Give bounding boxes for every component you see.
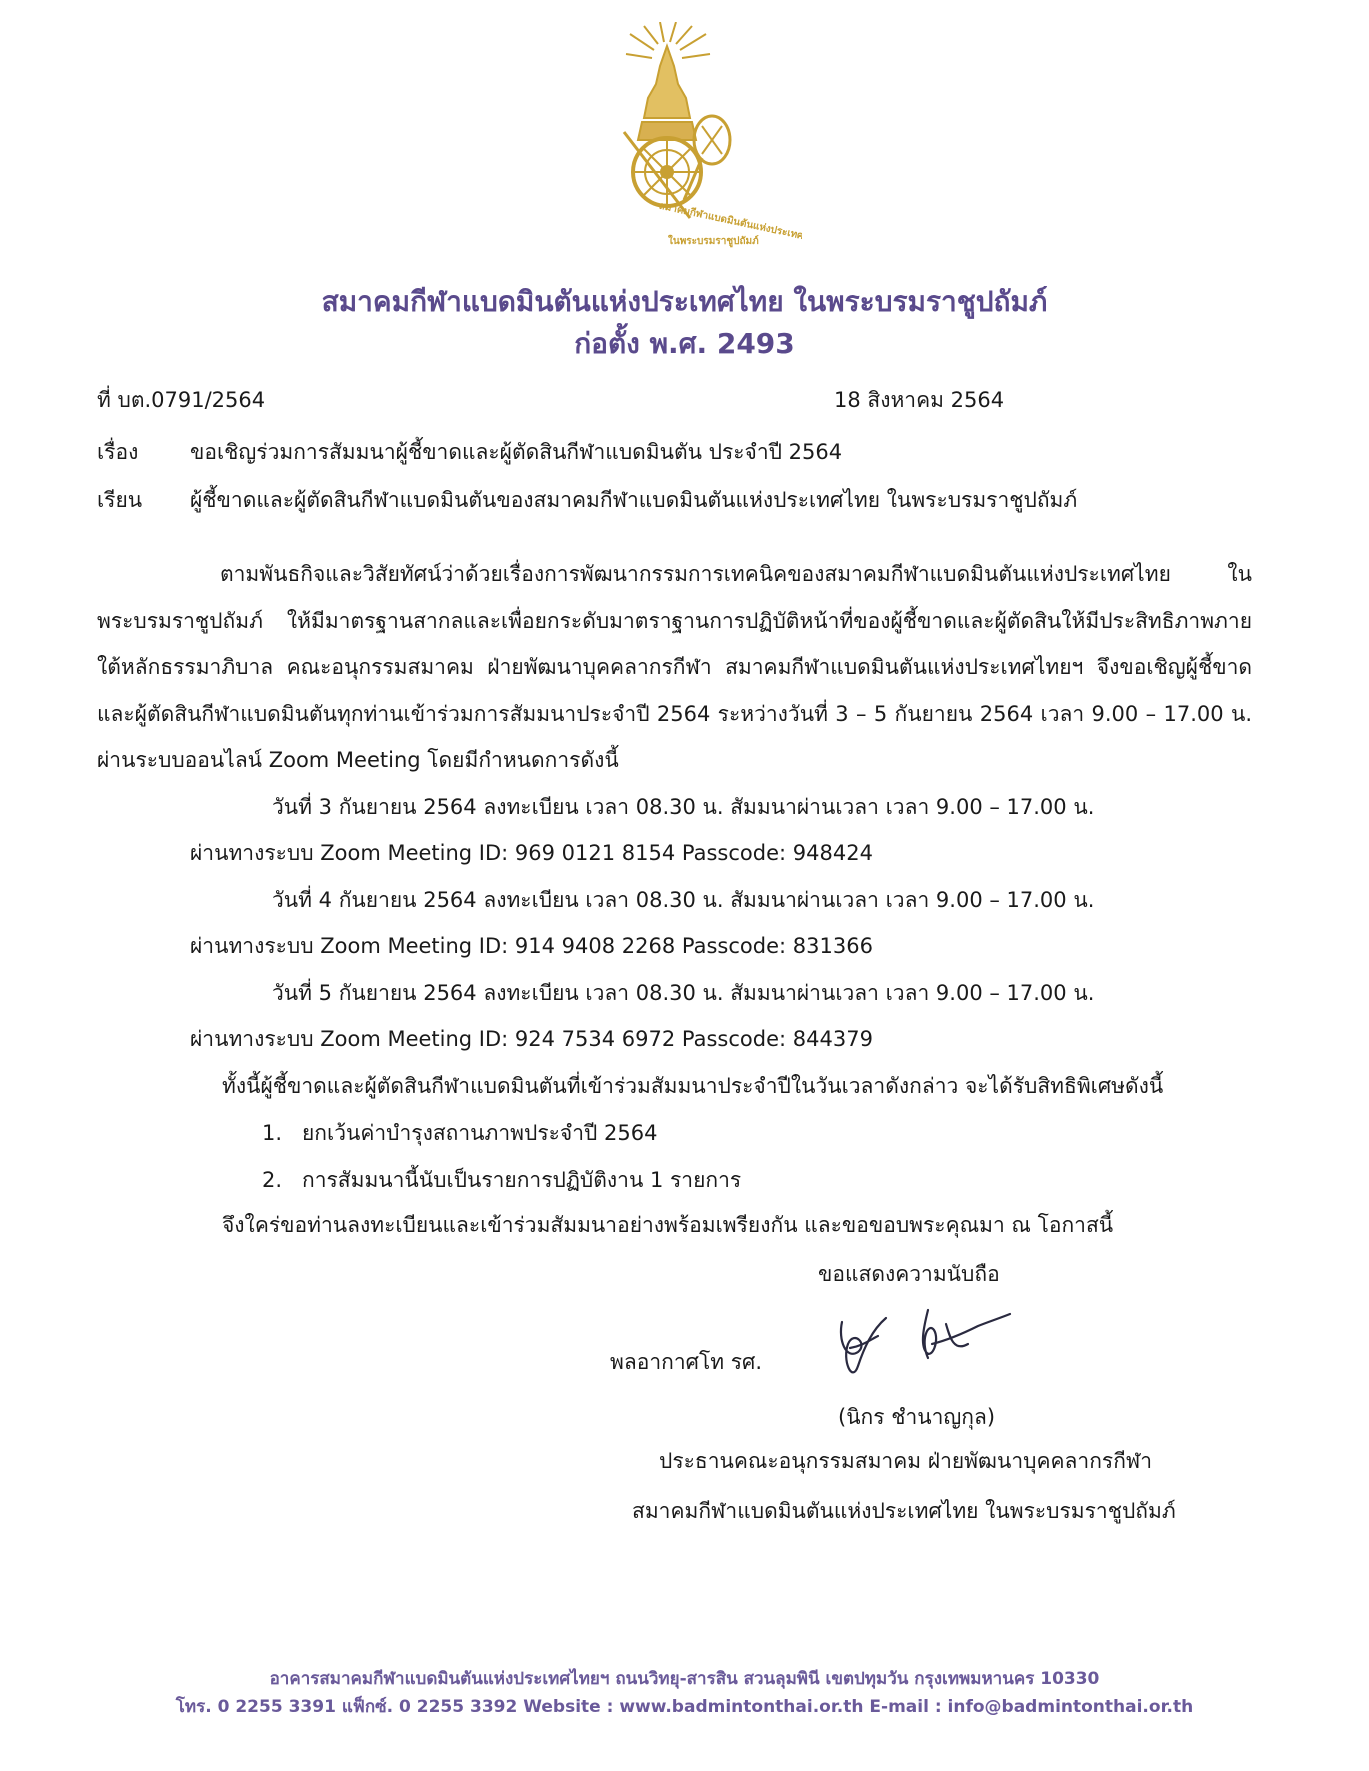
signer-organization: สมาคมกีฬาแบดมินตันแห่งประเทศไทย ในพระบรมราชูปถัมภ์ bbox=[632, 1499, 1176, 1523]
signer-rank: พลอากาศโท รศ. bbox=[610, 1350, 763, 1374]
regards-text: ขอแสดงความนับถือ bbox=[818, 1262, 1000, 1286]
signer-position: ประธานคณะอนุกรรมสมาคม ฝ่ายพัฒนาบุคคลากรกีฬา bbox=[659, 1449, 1153, 1473]
body-paragraph: ตามพันธกิจและวิสัยทัศน์ว่าด้วยเรื่องการพัฒนากรรมการเทคนิคของสมาคมกีฬาแบดมินตันแห่งประเทศไทย ในพระบรมราชูปถัมภ์ ให้มีมาตรฐานสากลและเพื่อยกระดับมาตราฐานการปฏิบัติหน้าที่ของผู้ชี้ขาดและผู้ตัดสินให้มีประสิทธิภาพภายใต้หลักธรรมาภิบาล คณะอนุกรรมสมาคม ฝ่ายพัฒนาบุคคลากรกีฬา สมาคมกีฬาแบดมินตันแห่งประเทศไทยฯ จึงขอเชิญผู้ชี้ขาดและผู้ตัดสินกีฬาแบดมินตันทุกท่านเข้าร่วมการสัมมนาประจำปี 2564 ระหว่างวันที่ 3 – 5 กันยายน 2564 เวลา 9.00 – 17.00 น. ผ่านระบบออนไลน์ Zoom Meeting โดยมีกำหนดการดังนี้ bbox=[97, 562, 1252, 772]
schedule-zoom-1: ผ่านทางระบบ Zoom Meeting ID: 969 0121 8154 Passcode: 948424 bbox=[190, 841, 873, 865]
privilege-text: ยกเว้นค่าบำรุงสถานภาพประจำปี 2564 bbox=[302, 1121, 658, 1145]
founded-year: ก่อตั้ง พ.ศ. 2493 bbox=[574, 327, 795, 360]
privilege-number: 2. bbox=[262, 1168, 283, 1192]
schedule-day-2: วันที่ 4 กันยายน 2564 ลงทะเบียน เวลา 08.30 น. สัมมนาผ่านเวลา เวลา 9.00 – 17.00 น. bbox=[272, 888, 1095, 912]
footer-contact: โทร. 0 2255 3391 แฟ็กซ์. 0 2255 3392 Website : www.badmintonthai.or.th E-mail : info@badmintonthai.or.th bbox=[175, 1697, 1194, 1717]
privileges-intro: ทั้งนี้ผู้ชี้ขาดและผู้ตัดสินกีฬาแบดมินตันที่เข้าร่วมสัมมนาประจำปีในวันเวลาดังกล่าว จะได้รับสิทธิพิเศษดังนี้ bbox=[222, 1074, 1164, 1098]
subject-text: ขอเชิญร่วมการสัมมนาผู้ชี้ขาดและผู้ตัดสินกีฬาแบดมินตัน ประจำปี 2564 bbox=[190, 440, 843, 464]
signer-name: (นิกร ชำนาญกุล) bbox=[838, 1405, 996, 1429]
subject-label: เรื่อง bbox=[97, 440, 139, 464]
closing-text: จึงใคร่ขอท่านลงทะเบียนและเข้าร่วมสัมมนาอย่างพร้อมเพรียงกัน และขอขอบพระคุณมา ณ โอกาสนี้ bbox=[222, 1213, 1114, 1237]
recipient-text: ผู้ชี้ขาดและผู้ตัดสินกีฬาแบดมินตันของสมาคมกีฬาแบดมินตันแห่งประเทศไทย ในพระบรมราชูปถัมภ์ bbox=[190, 488, 1078, 512]
org-name: สมาคมกีฬาแบดมินตันแห่งประเทศไทย ในพระบรมราชูปถัมภ์ bbox=[321, 285, 1048, 318]
schedule-day-3: วันที่ 5 กันยายน 2564 ลงทะเบียน เวลา 08.30 น. สัมมนาผ่านเวลา เวลา 9.00 – 17.00 น. bbox=[272, 981, 1095, 1005]
letter-date: 18 สิงหาคม 2564 bbox=[834, 388, 1005, 412]
handwritten-signature bbox=[828, 1300, 1018, 1392]
association-emblem bbox=[572, 22, 802, 258]
schedule-zoom-2: ผ่านทางระบบ Zoom Meeting ID: 914 9408 2268 Passcode: 831366 bbox=[190, 934, 873, 958]
privilege-text: การสัมมนานี้นับเป็นรายการปฏิบัติงาน 1 รายการ bbox=[302, 1168, 742, 1192]
emblem-text-line2: ในพระบรมราชูปถัมภ์ bbox=[668, 236, 759, 247]
emblem-text-line1: สมาคมกีฬาแบดมินตันแห่งประเทศไทย bbox=[657, 200, 802, 246]
privilege-number: 1. bbox=[262, 1121, 283, 1145]
schedule-day-1: วันที่ 3 กันยายน 2564 ลงทะเบียน เวลา 08.30 น. สัมมนาผ่านเวลา เวลา 9.00 – 17.00 น. bbox=[272, 795, 1095, 819]
reference-number: ที่ บต.0791/2564 bbox=[97, 388, 266, 412]
recipient-label: เรียน bbox=[97, 488, 143, 512]
footer-address: อาคารสมาคมกีฬาแบดมินตันแห่งประเทศไทยฯ ถนนวิทยุ-สารสิน สวนลุมพินี เขตปทุมวัน กรุงเทพมหานคร 10330 bbox=[269, 1669, 1100, 1689]
schedule-zoom-3: ผ่านทางระบบ Zoom Meeting ID: 924 7534 6972 Passcode: 844379 bbox=[190, 1027, 873, 1051]
signature-icon bbox=[828, 1300, 1018, 1392]
association-emblem-icon bbox=[572, 22, 802, 258]
